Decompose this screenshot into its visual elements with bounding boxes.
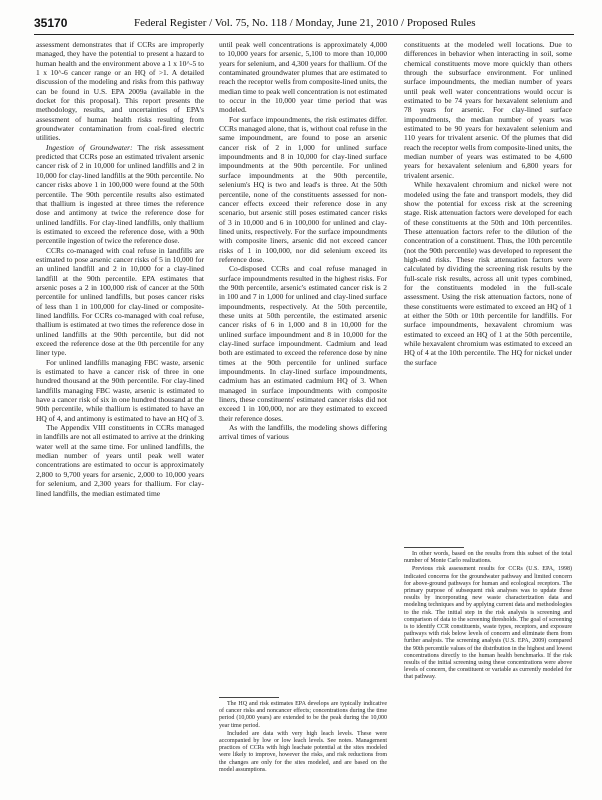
page-header: [34, 16, 574, 32]
paragraph: While hexavalent chromium and nickel were not modeled using the fate and transport models, they did show the potential for excess risk at the screening stage. Risk attenuation factors were developed for each of these constituents at the 50th and 10th percentiles. These attenuation factors refer to the dilution of the concentration of a constituent. Thus, the 10th percentile (not the 90th percentile) was developed to represent the high-end risks. These risk attenuation factors were calculated by dividing the screening risk results by the full-scale risk results, across all unit types combined, for the constituents modeled in the full-scale assessment. Using the risk attenuation factors, none of these constituents were estimated to exceed an HQ of 1 at either the 50th or 10th percentile for landfills. For surface impoundments, hexavalent chromium was estimated to exceed an HQ of 1 at the 50th percentile, while hexavalent chromium was estimated to exceed an HQ of 4 at the 10th percentile. The HQ for nickel under the surface: [404, 180, 572, 367]
page-number: 35170: [34, 16, 68, 30]
column-3: [404, 40, 572, 367]
footnotes-column-2: [219, 701, 387, 775]
footnote-rule: [404, 547, 464, 548]
paragraph: For surface impoundments, the risk estimates differ. CCRs managed alone, that is, without coal refuse in the same impoundment, are found to pose an arsenic cancer risk of 2 in 1,000 for unlined surface impoundments and 8 in 10,000 for clay-lined surface impoundments at the 90th percentile. For unlined surface impoundments at the 90th percentile, selenium's HQ is two and lead's is three. At the 50th percentile, none of the constituents assessed for non-cancer effects exceed their reference dose in any scenario, but arsenic still poses estimated cancer risks of 3 in 10,000 and 6 in 100,000 for unlined and clay-lined units, respectively. For the surface impoundments with composite liners, arsenic did not exceed cancer risks of 1 in 100,000, nor did selenium exceed its reference dose.: [219, 114, 387, 264]
paragraph: As with the landfills, the modeling shows differing arrival times of various: [219, 423, 387, 442]
paragraph: constituents at the modeled well locations. Due to differences in behavior when interacting in soil, some chemical constituents move more quickly than others through the subsurface environment. For unlined surface impoundments, the median number of years until peak well water concentrations would occur is estimated to be 74 years for hexavalent selenium and 78 years for arsenic. For clay-lined surface impoundments, the median number of years was estimated to be 90 years for hexavalent selenium and 110 years for trivalent arsenic. Of the plumes that did reach the receptor wells from composite-lined units, the median number of years was estimated to be 4,600 years for hexavalent selenium and 6,800 years for trivalent arsenic.: [404, 40, 572, 180]
header-rule: [34, 34, 574, 35]
running-head: Federal Register / Vol. 75, No. 118 / Monday, June 21, 2010 / Proposed Rules: [134, 17, 476, 29]
paragraph: Co-disposed CCRs and coal refuse managed in surface impoundments resulted in the highest risks. For the 90th percentile, arsenic's estimated cancer risk is 2 in 100 and 7 in 1,000 for unlined and clay-lined surface impoundments, respectively. At the 50th percentile, these units at 50th percentile, the estimated arsenic cancer risks of 6 in 1,000 and 8 in 10,000 for the unlined surface impoundment and 8 in 10,000 for the clay-lined surface impoundment. Cadmium and lead both are estimated to exceed the reference dose by nine times at the 90th percentile for unlined surface impoundments. In clay-lined surface impoundments, cadmium has an estimated cadmium HQ of 3. When managed in surface impoundments with composite liners, these constituents' estimated cancer risks did not exceed 1 in 100,000, nor are they estimated to exceed their reference doses.: [219, 264, 387, 423]
paragraph: For unlined landfills managing FBC waste, arsenic is estimated to have a cancer risk of three in one hundred thousand at the 90th percentile. For clay-lined landfills managing FBC waste, arsenic is estimated to have a cancer risk of six in one hundred thousand at the 90th percentile, while thallium is estimated to have an HQ of 4, and antimony is estimated to have an HQ of 3.: [36, 357, 204, 423]
column-1: [36, 40, 204, 498]
paragraph: until peak well concentrations is approximately 4,000 to 10,000 years for arsenic, 5,100 to more than 10,000 years for selenium, and 4,300 years for thallium. Of the contaminated groundwater plumes that are estimated to reach the receptor wells from composite-lined units, the median time to peak well concentration is not estimated to occur in the 10,000 year time period that was modeled.: [219, 40, 387, 115]
paragraph: assessment demonstrates that if CCRs are improperly managed, they have the potential to present a hazard to human health and the environment above a 1 x 10^-5 to 1 x 10^-6 cancer range or an HQ of >1. A detailed discussion of the modeling and risks from this pathway can be found in U.S. EPA 2009a (available in the docket for this proposal). This report presents the methodology, results, and uncertainties of EPA's assessment of human health risks resulting from groundwater contamination from coal-fired electric utilities.: [36, 40, 204, 143]
paragraph-text: The risk assessment predicted that CCRs pose an estimated trivalent arsenic cancer risk of 2 in 10,000 for unlined landfills and 2 in 10,000 for clay-lined landfills at the 90th percentile. No cancer risks above 1 in 100,000 were found at the 50th percentile. The 90th percentile results also estimated that thallium is ingested at three times the reference dose and antimony at twice the reference dose for unlined landfills. For clay-lined landfills, only thallium is estimated to exceed the reference dose, with a 90th percentile ingestion of twice the reference dose.: [36, 142, 204, 246]
footnote: In other words, based on the results from this subset of the total number of Monte Carlo realizations.: [404, 551, 572, 565]
column-2: [219, 40, 387, 442]
footnote: Previous risk assessment results for CCRs (U.S. EPA, 1998) indicated concerns for the groundwater pathway and limited concern for above-ground pathways for human and ecological receptors. The primary purpose of subsequent risk analyses was to update those results by incorporating new waste characterization data and modeling techniques and by applying current data and methodologies to the risk. The initial step in the risk analysis is screening and comparison of data to the screening thresholds. The goal of screening is to identify CCR constituents, waste types, receptors, and exposure pathways with risk below levels of concern and eliminate them from further analysis. The screening analysis (U.S. EPA, 2009) compared the 90th percentile values of the distribution in the highest and lowest concentrations directly to the human health benchmarks. If the risk results of the initial screening using these concentrations were above levels of concern, the constituent or variable as currently modeled for that pathway.: [404, 566, 572, 681]
footnotes-column-3: [404, 551, 572, 683]
paragraph: The Appendix VIII constituents in CCRs managed in landfills are not all estimated to arrive at the drinking water well at the same time. For unlined landfills, the median number of years until peak well water concentrations are estimated to occur is approximately 2,800 to 9,700 years for arsenic, 2,000 to 10,000 years for selenium, and 2,300 years for thallium. For clay-lined landfills, the median estimated time: [36, 423, 204, 498]
footnote: Included are data with very high leach levels. These were accompanied by low or low leach levels. See notes. Management practices of CCRs with high leachate potential at the sites modeled were likely to improve, however the risks, and risk reductions from the changes are only for the sites modeled, and are based on the model assumptions.: [219, 730, 387, 773]
paragraph: [36, 143, 204, 246]
footnote-rule: [219, 697, 279, 698]
footnote: The HQ and risk estimates EPA develops are typically indicative of cancer risks and noncancer effects; concentrations during the time period (10,000 years) are extended to be the peak during the 10,000 year time period.: [219, 701, 387, 729]
paragraph: CCRs co-managed with coal refuse in landfills are estimated to pose arsenic cancer risks of 5 in 10,000 for an unlined landfill and 2 in 10,000 for a clay-lined landfill at the 90th percentile. EPA estimates that arsenic poses a 2 in 100,000 risk of cancer at the 50th percentile for unlined landfills, but poses cancer risks of less than 1 in 100,000 for clay-lined or composite-lined landfills. For CCRs co-managed with coal refuse, thallium is estimated at two times the reference dose in unlined landfills at the 90th percentile, but did not exceed the reference dose at the 0th percentile for any liner type.: [36, 245, 204, 358]
paragraph-lead: Ingestion of Groundwater:: [46, 142, 133, 152]
